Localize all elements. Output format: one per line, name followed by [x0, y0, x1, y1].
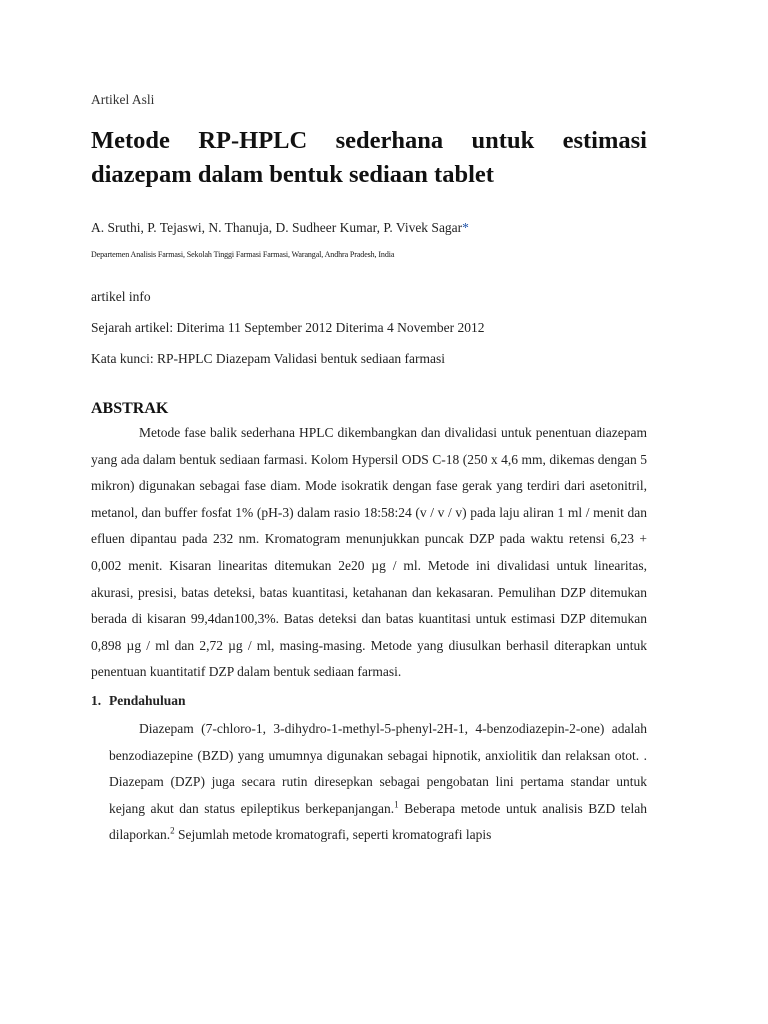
article-history: Sejarah artikel: Diterima 11 September 2012 Diterima 4 November 2012 — [91, 320, 485, 335]
document-page — [91, 92, 647, 849]
article-title: Metode RP-HPLC sederhana untuk estimasi diazepam dalam bentuk sediaan tablet — [91, 127, 647, 188]
section-number: 1. — [91, 692, 102, 708]
reference-2[interactable]: 2 — [170, 825, 175, 836]
abstract-paragraph: Metode fase balik sederhana HPLC dikembangkan dan divalidasi untuk penentuan diazepam yang ada dalam bentuk sediaan farmasi. Kolom Hypersil ODS C-18 (250 x 4,6 mm, dikemas dengan 5 mikron) digunakan sebagai fase diam. Mode isokratik dengan fase gerak yang terdiri dari asetonitril, metanol, dan buffer fosfat 1% (pH-3) dalam rasio 18:58:24 (v / v / v) pada laju aliran 1 ml / menit dan efluen dipantau pada 232 nm. Kromatogram menunjukkan puncak DZP pada waktu retensi 6,23 + 0,002 menit. Kisaran linearitas ditemukan 2e20 µg / ml. Metode ini divalidasi untuk linearitas, akurasi, presisi, batas deteksi, batas kuantitasi, ketahanan dan kekasaran. Pemulihan DZP ditemukan berada di kisaran 99,4dan100,3%. Batas deteksi dan batas kuantitasi untuk estimasi DZP ditemukan 0,898 µg / ml dan 2,72 µg / ml, masing-masing. Metode yang diusulkan berhasil diterapkan untuk penentuan kuantitatif DZP dalam bentuk sediaan farmasi. — [91, 425, 647, 680]
author-list — [91, 220, 647, 236]
article-type-label: Artikel Asli — [91, 92, 155, 107]
affiliation: Departemen Analisis Farmasi, Sekolah Tinggi Farmasi Farmasi, Warangal, Andhra Pradesh, India — [91, 250, 395, 259]
intro-text-c: Sejumlah metode kromatografi, seperti kromatografi lapis — [174, 827, 492, 843]
section-title: Pendahuluan — [109, 692, 186, 708]
keywords: Kata kunci: RP-HPLC Diazepam Validasi bentuk sediaan farmasi — [91, 351, 446, 366]
intro-text-b: Beberapa metode untuk analisis BZD telah dilaporkan. — [109, 800, 647, 843]
introduction-paragraph — [109, 716, 647, 849]
section-heading-introduction — [91, 688, 647, 714]
abstract-heading: ABSTRAK — [91, 400, 169, 417]
article-info-label: artikel info — [91, 289, 151, 304]
reference-1[interactable]: 1 — [394, 799, 399, 810]
intro-text-a: Diazepam (7-chloro-1, 3-dihydro-1-methyl-5-phenyl-2H-1, 4-benzodiazepin-2-one) adalah benzodiazepine (BZD) yang umumnya digunakan sebagai hipnotik, anxiolitik dan relaksan otot. . Diazepam (DZP) juga secara rutin diresepkan sebagai pengobatan lini pertama standar untuk kejang akut dan status epileptikus berkepanjangan. — [109, 720, 647, 816]
corresponding-author-mark[interactable]: * — [462, 220, 469, 235]
authors-text: A. Sruthi, P. Tejaswi, N. Thanuja, D. Sudheer Kumar, P. Vivek Sagar — [91, 220, 463, 235]
